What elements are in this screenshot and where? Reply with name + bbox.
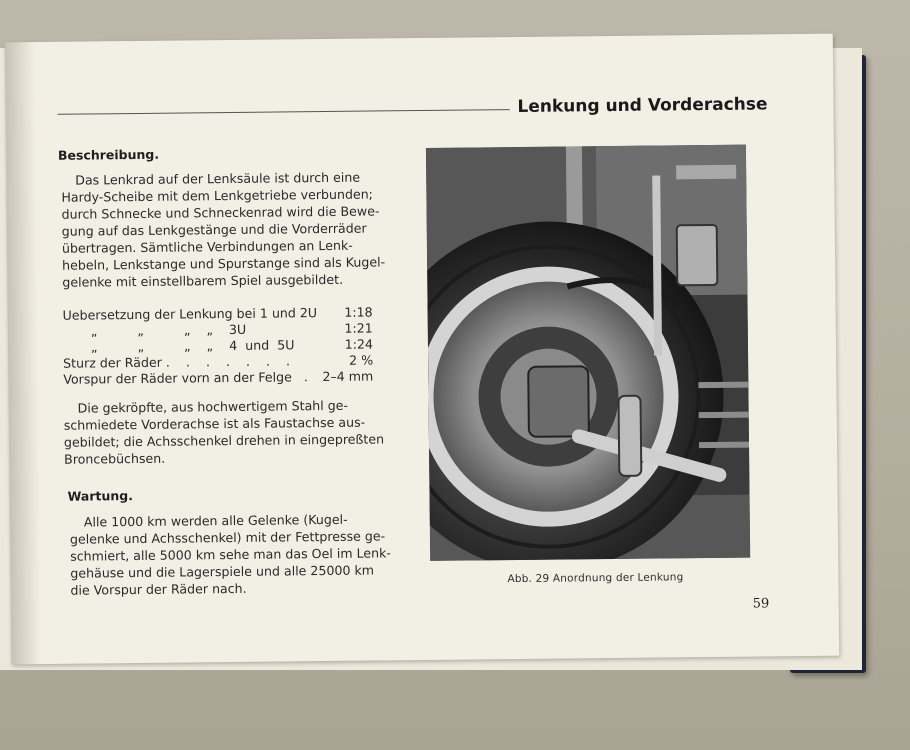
spec-value: 1:21 — [344, 320, 373, 336]
page-title: Lenkung und Vorderachse — [517, 94, 768, 117]
text-line: gebildet; die Achsschenkel drehen in eingepreßten — [63, 431, 385, 450]
spec-label: Uebersetzung der Lenkung bei 1 und 2U — [62, 305, 318, 323]
figure-caption: Abb. 29 Anordnung der Lenkung — [507, 571, 684, 586]
steering-illustration — [426, 145, 750, 561]
spec-label: „ „ „ „ 3U — [62, 321, 247, 339]
text-line: gehäuse und die Lagerspiele und alle 25000 km — [70, 562, 375, 581]
text-line: schmiedete Vorderachse ist als Faustachse aus- — [63, 414, 366, 433]
spine-shadow — [5, 42, 42, 664]
description-paragraph-2 — [64, 396, 407, 468]
text-line: Die gekröpfte, aus hochwertigem Stahl ge- — [77, 397, 349, 416]
text-line: gung auf das Lenkgestänge und die Vorderräder — [61, 220, 367, 239]
text-line: Alle 1000 km werden alle Gelenke (Kugel- — [83, 511, 348, 530]
steering-photo — [426, 145, 750, 561]
spec-value: 1:24 — [344, 336, 374, 352]
text-line: gelenke und Achsschenkel) mit der Fettpresse ge- — [69, 528, 386, 547]
spec-value: 2–4 mm — [322, 368, 374, 385]
book-page — [5, 34, 839, 665]
spec-label: Sturz der Räder . . . . . . . — [63, 353, 291, 371]
spec-label: Vorspur der Räder vorn an der Felge . — [63, 369, 308, 387]
header-rule — [58, 109, 510, 115]
specification-list — [63, 305, 374, 388]
text-line: die Vorspur der Räder nach. — [70, 580, 247, 598]
description-paragraph-1 — [61, 168, 404, 291]
text-line: Hardy-Scheibe mit dem Lenkgetriebe verbunden; — [61, 186, 373, 205]
text-line: Broncebüchsen. — [64, 450, 166, 467]
page-number: 59 — [752, 596, 770, 612]
text-line: hebeln, Lenkstange und Spurstange sind als Kugel- — [62, 254, 386, 273]
text-line: durch Schnecke und Schneckenrad wird die Bewe- — [61, 203, 380, 222]
maintenance-paragraph — [70, 510, 421, 599]
text-line: schmiert, alle 5000 km sehe man das Oel im Lenk- — [70, 545, 391, 564]
text-line: übertragen. Sämtliche Verbindungen an Lenk- — [61, 237, 353, 256]
spec-label: „ „ „ „ 4 und 5U — [62, 337, 295, 355]
spec-value: 1:18 — [344, 304, 373, 320]
spec-value: 2 % — [349, 352, 374, 368]
spec-row — [63, 369, 373, 388]
text-line: Das Lenkrad auf der Lenksäule ist durch eine — [75, 169, 361, 188]
description-heading: Beschreibung. — [57, 146, 160, 163]
maintenance-heading: Wartung. — [67, 488, 134, 504]
text-line: gelenke mit einstellbarem Spiel ausgebildet. — [62, 271, 344, 290]
